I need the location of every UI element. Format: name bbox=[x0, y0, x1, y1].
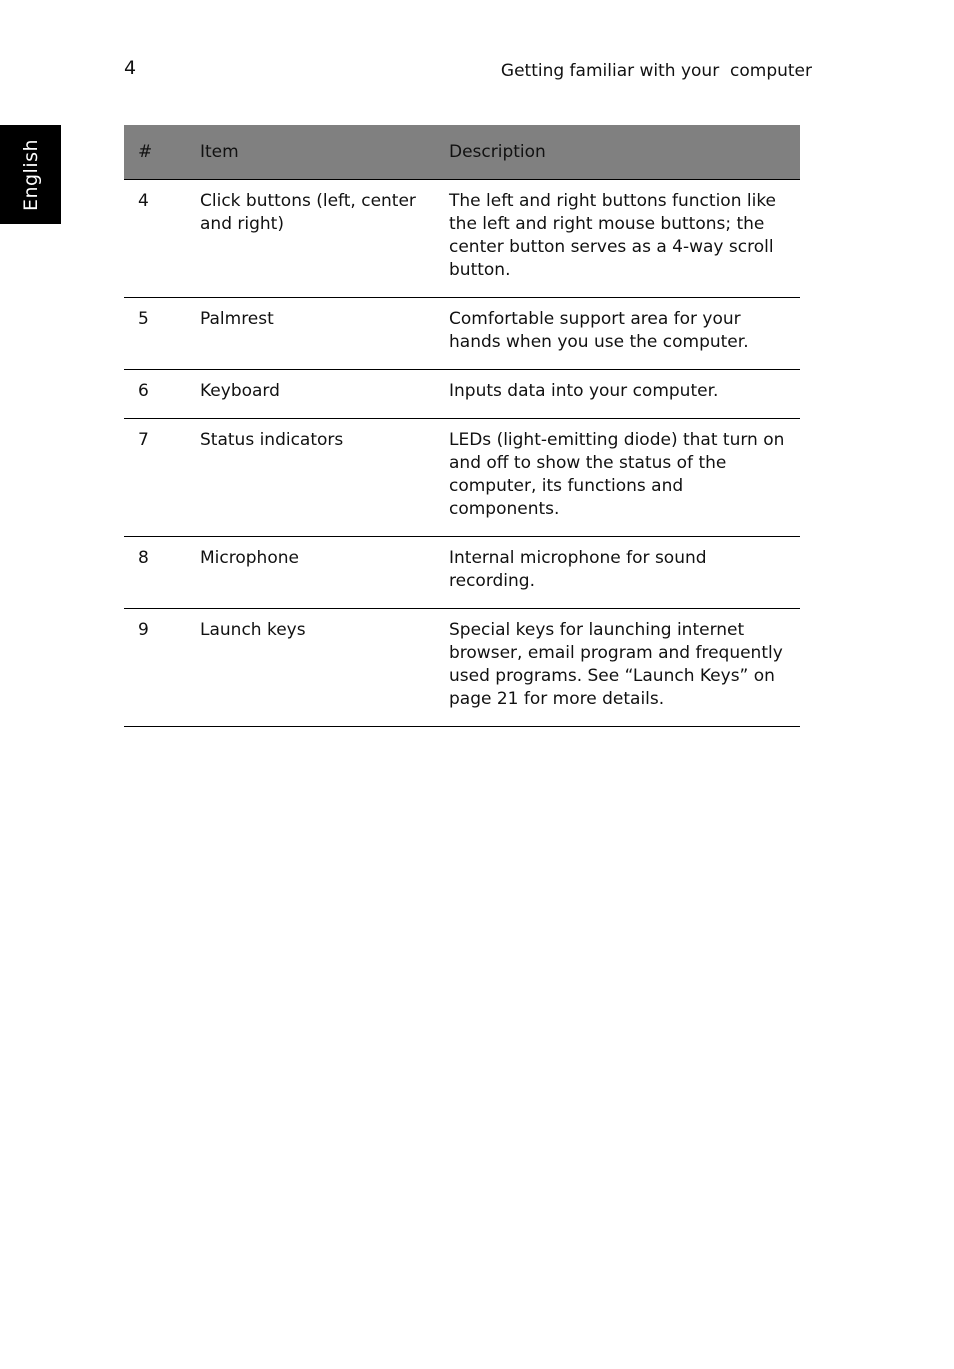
row-description: Special keys for launching internet browser, email program and frequently used programs. See “Launch Keys” on page 21 for more details. bbox=[435, 609, 800, 727]
row-item: Palmrest bbox=[186, 298, 435, 370]
row-description: LEDs (light-emitting diode) that turn on and off to show the status of the computer, its functions and components. bbox=[435, 419, 800, 537]
table-header-row bbox=[124, 125, 800, 180]
row-item: Status indicators bbox=[186, 419, 435, 537]
row-number: 9 bbox=[124, 609, 186, 727]
language-side-tab bbox=[0, 125, 61, 224]
language-side-tab-label: English bbox=[19, 138, 42, 211]
row-item: Launch keys bbox=[186, 609, 435, 727]
row-description: The left and right buttons function like the left and right mouse buttons; the center button serves as a 4-way scroll button. bbox=[435, 180, 800, 298]
table-row bbox=[124, 298, 800, 370]
row-number: 4 bbox=[124, 180, 186, 298]
row-item: Click buttons (left, center and right) bbox=[186, 180, 435, 298]
running-header-title: Getting familiar with your computer bbox=[500, 61, 812, 81]
row-number: 6 bbox=[124, 370, 186, 419]
table-row bbox=[124, 180, 800, 298]
component-description-table bbox=[124, 125, 800, 727]
row-item: Keyboard bbox=[186, 370, 435, 419]
row-description: Comfortable support area for your hands when you use the computer. bbox=[435, 298, 800, 370]
row-number: 7 bbox=[124, 419, 186, 537]
table-row bbox=[124, 537, 800, 609]
column-header-number: # bbox=[124, 125, 186, 180]
row-description: Internal microphone for sound recording. bbox=[435, 537, 800, 609]
row-item: Microphone bbox=[186, 537, 435, 609]
table-row bbox=[124, 419, 800, 537]
row-number: 8 bbox=[124, 537, 186, 609]
table-row bbox=[124, 609, 800, 727]
table-row bbox=[124, 370, 800, 419]
column-header-description: Description bbox=[435, 125, 800, 180]
page-number: 4 bbox=[124, 57, 137, 79]
row-number: 5 bbox=[124, 298, 186, 370]
row-description: Inputs data into your computer. bbox=[435, 370, 800, 419]
column-header-item: Item bbox=[186, 125, 435, 180]
